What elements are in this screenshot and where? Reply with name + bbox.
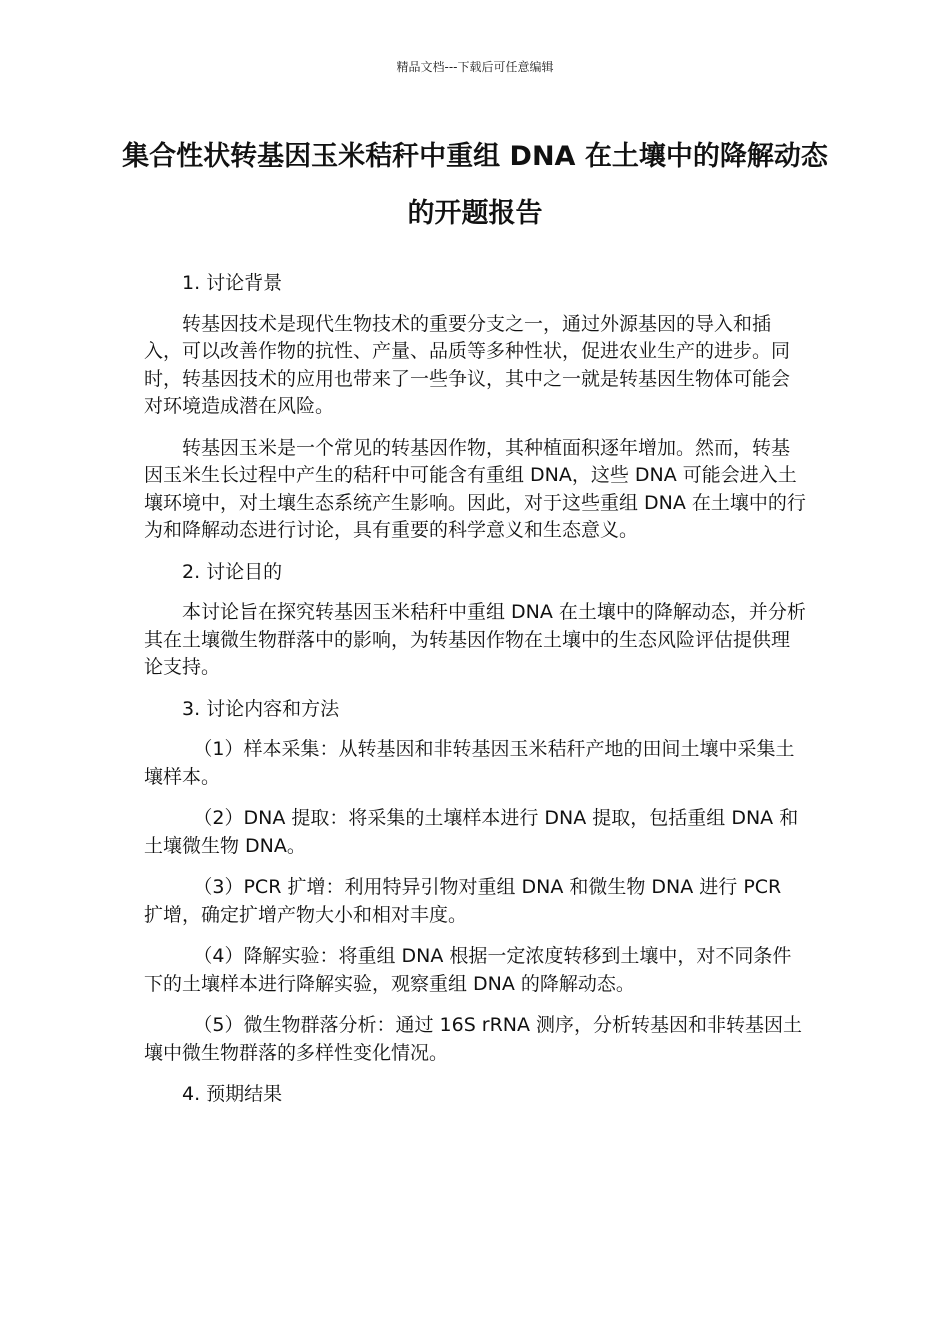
header-note: 精品文档---下载后可任意编辑 xyxy=(396,60,554,74)
method-item-dna-extraction: （2）DNA 提取：将采集的土壤样本进行 DNA 提取，包括重组 DNA 和土壤微生物 DNA。 xyxy=(144,807,799,857)
paragraph-purpose: 本讨论旨在探究转基因玉米秸秆中重组 DNA 在土壤中的降解动态，并分析其在土壤微生物群落中的影响，为转基因作物在土壤中的生态风险评估提供理论支持。 xyxy=(144,601,806,678)
section-heading-background: 1. 讨论背景 xyxy=(182,272,283,294)
method-item-pcr: （3）PCR 扩增：利用特异引物对重组 DNA 和微生物 DNA 进行 PCR 扩增，确定扩增产物大小和相对丰度。 xyxy=(144,876,782,926)
section-heading-methods: 3. 讨论内容和方法 xyxy=(182,697,340,720)
page-title: 集合性状转基因玉米秸秆中重组 DNA 在土壤中的降解动态的开题报告 xyxy=(122,141,828,229)
method-item-microbial-analysis: （5）微生物群落分析：通过 16S rRNA 测序，分析转基因和非转基因土壤中微生物群落的多样性变化情况。 xyxy=(144,1014,803,1064)
paragraph-background-2: 转基因玉米是一个常见的转基因作物，其种植面积逐年增加。然而，转基因玉米生长过程中产生的秸秆中可能含有重组 DNA，这些 DNA 可能会进入土壤环境中，对土壤生态系统产生影响。因此，对于这些重组 DNA 在土壤中的行为和降解动态进行讨论，具有重要的科学意义和生态意义。 xyxy=(144,436,806,541)
section-heading-purpose: 2. 讨论目的 xyxy=(182,560,283,583)
paragraph-background-1: 转基因技术是现代生物技术的重要分支之一，通过外源基因的导入和插入，可以改善作物的抗性、产量、品质等多种性状，促进农业生产的进步。同时，转基因技术的应用也带来了一些争议，其中之一就是转基因生物体可能会对环境造成潜在风险。 xyxy=(144,312,791,417)
section-heading-expected-results: 4. 预期结果 xyxy=(182,1083,283,1105)
method-item-sampling: （1）样本采集：从转基因和非转基因玉米秸秆产地的田间土壤中采集土壤样本。 xyxy=(144,738,795,788)
method-item-degradation: （4）降解实验：将重组 DNA 根据一定浓度转移到土壤中，对不同条件下的土壤样本进行降解实验，观察重组 DNA 的降解动态。 xyxy=(144,945,792,995)
document-body xyxy=(144,270,806,1122)
